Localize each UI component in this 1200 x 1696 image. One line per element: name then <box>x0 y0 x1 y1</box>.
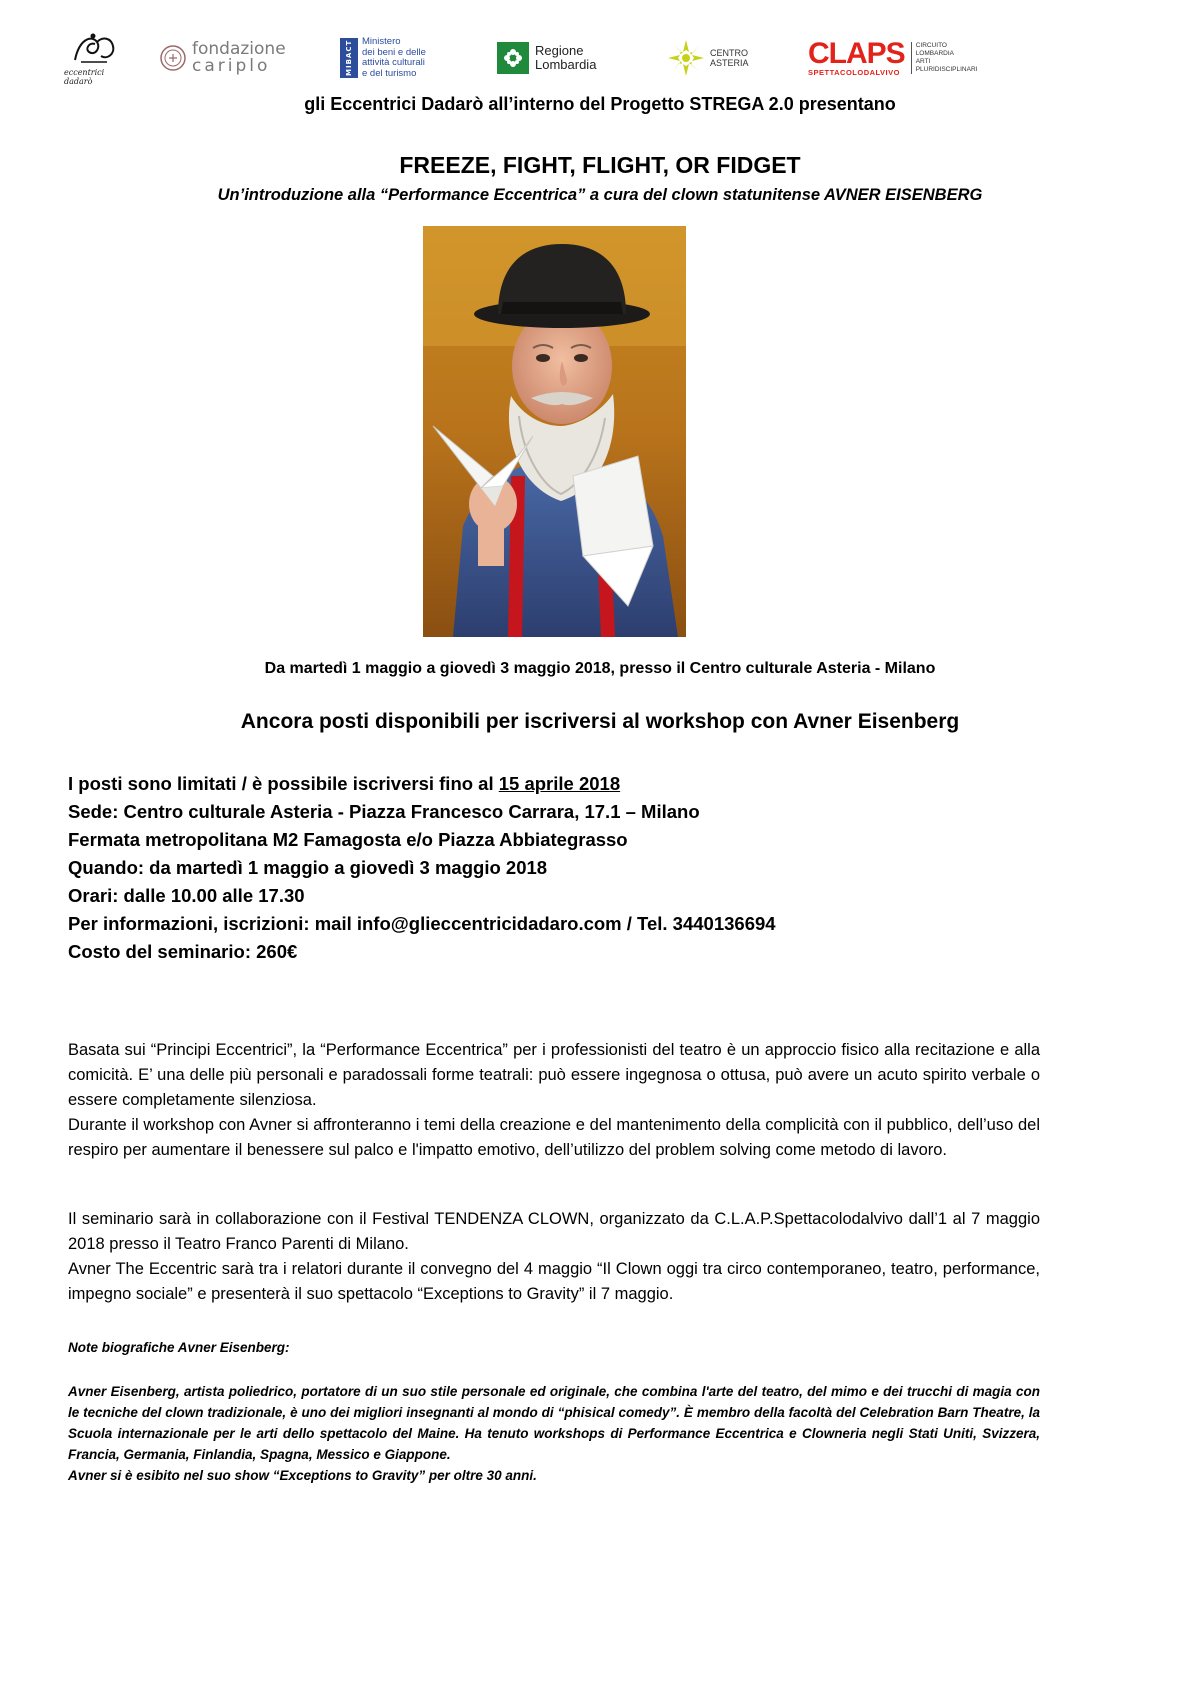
description-block <box>68 1038 1040 1163</box>
detail-venue: Sede: Centro culturale Asteria - Piazza Francesco Carrara, 17.1 – Milano <box>68 801 700 822</box>
collaboration-paragraph-1: Il seminario sarà in collaborazione con il Festival TENDENZA CLOWN, organizzato da C.L.A.P.Spettacolodalvivo dall’1 al 7 maggio 2018 presso il Teatro Franco Parenti di Milano. <box>68 1210 1040 1253</box>
mibact-line3: attività culturali <box>362 57 425 68</box>
cariplo-seal-icon <box>160 45 186 71</box>
eccentrici-dadaro-caption: eccentrici dadarò <box>64 68 105 86</box>
cariplo-line2: cariplo <box>192 56 271 76</box>
detail-when: Quando: da martedì 1 maggio a giovedì 3 maggio 2018 <box>68 857 548 878</box>
mibact-bar: MIBACT <box>340 38 358 78</box>
deadline-text: I posti sono limitati / è possibile iscriversi fino al <box>68 773 499 794</box>
page-title: FREEZE, FIGHT, FLIGHT, OR FIDGET <box>399 152 801 178</box>
mibact-logo <box>340 28 426 88</box>
workshop-details <box>68 770 1068 966</box>
availability-headline: Ancora posti disponibili per iscriversi al workshop con Avner Eisenberg <box>240 710 960 733</box>
detail-cost: Costo del seminario: 260€ <box>68 941 298 962</box>
asteria-line2: ASTERIA <box>710 58 749 68</box>
claps-side3: ARTI <box>915 58 931 65</box>
sponsor-logo-bar <box>60 28 1060 88</box>
bio-paragraph-2: Avner si è esibito nel suo show “Exceptions to Gravity” per oltre 30 anni. <box>68 1468 537 1483</box>
eccentrici-dadaro-logo <box>64 28 124 88</box>
centro-asteria-logo <box>666 28 749 88</box>
page-subtitle: Un’introduzione alla “Performance Eccentrica” a cura del clown statunitense AVNER EISENBERG <box>217 186 983 204</box>
asteria-star-icon <box>666 38 706 78</box>
mibact-line2: dei beni e delle <box>362 46 426 58</box>
claps-side1: CIRCUITO <box>915 42 947 49</box>
mibact-line1: Ministero <box>362 36 401 47</box>
bio-paragraph-1: Avner Eisenberg, artista poliedrico, portatore di un suo stile personale ed originale, che combina l'arte del teatro, del mimo e dei trucchi di magia con le tecniche del clown tradizionale, è uno dei migliori insegnanti al mondo di “phisical comedy”. È membro della facoltà del Celebration Barn Theatre, la Scuola internazionale per le arti dello spettacolo del Maine. Ha tenuto workshops di Performance Eccentrica e Clowneria negli Stati Uniti, Svizzera, Francia, Germania, Finlandia, Spagna, Messico e Giappone. <box>68 1384 1040 1462</box>
claps-side4: PLURIDISCIPLINARI <box>915 66 978 73</box>
asteria-line1: CENTRO <box>710 48 748 58</box>
lombardia-line1: Regione <box>535 43 584 58</box>
fondazione-cariplo-logo <box>160 28 286 88</box>
eccentrici-dadaro-emblem-icon <box>71 30 117 66</box>
claps-subline: SPETTACOLODALVIVO <box>808 67 900 77</box>
bio-block <box>68 1381 1040 1486</box>
regione-lombardia-logo <box>497 28 596 88</box>
collaboration-block <box>68 1207 1040 1307</box>
claps-wordmark: CLAPS <box>808 36 905 70</box>
collaboration-paragraph-2: Avner The Eccentric sarà tra i relatori durante il convegno del 4 maggio “Il Clown oggi tra circo contemporaneo, teatro, performance, impegno sociale” e presenterà il suo spettacolo “Exceptions to Gravity” il 7 maggio. <box>68 1260 1040 1303</box>
lombardia-line2: Lombardia <box>535 57 597 72</box>
mibact-line4: e del turismo <box>362 67 417 79</box>
clown-photo <box>423 226 686 637</box>
cariplo-line1: fondazione <box>192 39 286 59</box>
claps-side2: LOMBARDIA <box>915 50 954 57</box>
claps-logo <box>808 28 977 88</box>
description-paragraph-1: Basata sui “Principi Eccentrici”, la “Performance Eccentrica” per i professionisti del teatro è un approccio fisico alla recitazione e alla comicità. E’ una delle più personali e paradossali forme teatrali: può essere ingegnosa o ottusa, può avere un acuto spirito verbale o essere completamente silenziosa. <box>68 1041 1040 1109</box>
detail-deadline <box>68 770 1068 798</box>
detail-metro: Fermata metropolitana M2 Famagosta e/o Piazza Abbiategrasso <box>68 829 628 850</box>
event-dates: Da martedì 1 maggio a giovedì 3 maggio 2018, presso il Centro culturale Asteria - Milano <box>264 660 936 677</box>
intro-line: gli Eccentrici Dadarò all’interno del Progetto STREGA 2.0 presentano <box>304 94 896 114</box>
lombardia-rose-icon <box>497 42 529 74</box>
detail-hours: Orari: dalle 10.00 alle 17.30 <box>68 885 305 906</box>
description-paragraph-2: Durante il workshop con Avner si affronteranno i temi della creazione e del mantenimento della complicità con il pubblico, dell’uso del respiro per aumentare il benessere sul palco e l'impatto emotivo, dell’utilizzo del problem solving come metodo di lavoro. <box>68 1116 1040 1159</box>
deadline-date: 15 aprile 2018 <box>498 773 621 794</box>
detail-contact: Per informazioni, iscrizioni: mail info@glieccentricidadaro.com / Tel. 3440136694 <box>68 913 776 934</box>
bio-heading: Note biografiche Avner Eisenberg: <box>68 1340 290 1355</box>
